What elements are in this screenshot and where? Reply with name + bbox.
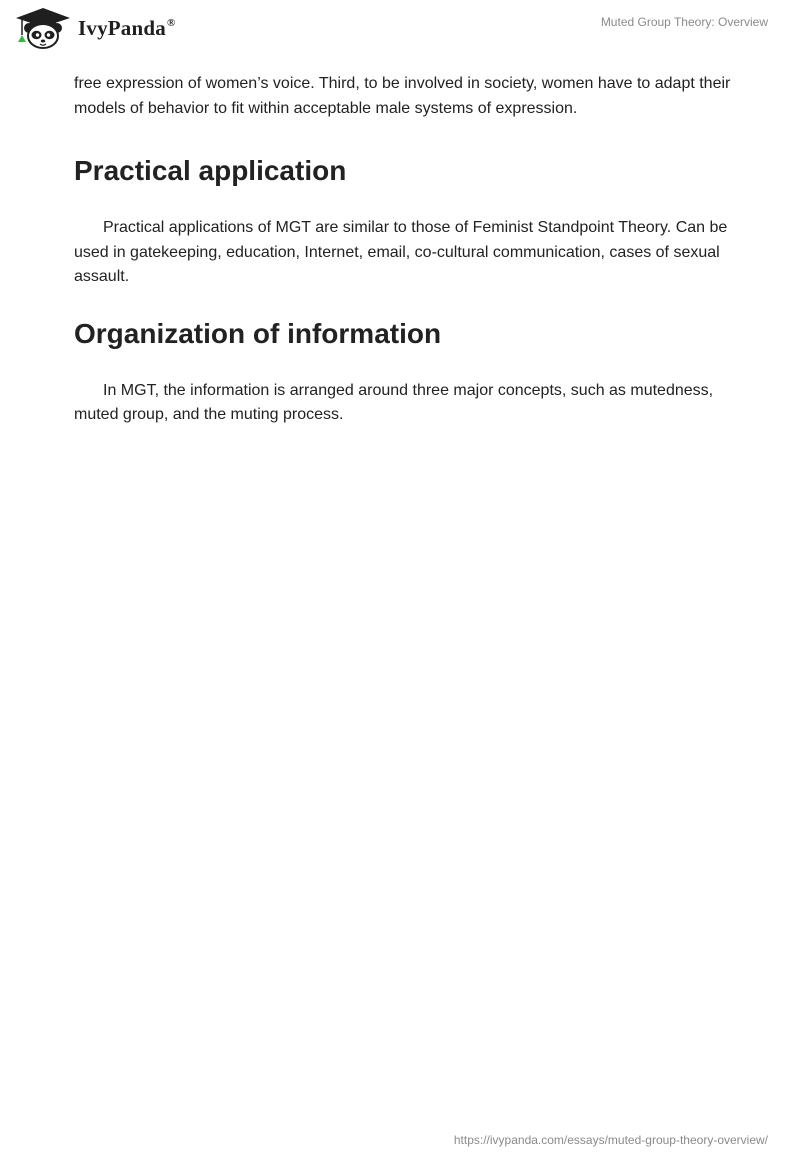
page-header	[0, 0, 800, 70]
panda-graduate-icon	[14, 6, 72, 50]
section-paragraph-practical-application: Practical applications of MGT are similar to those of Feminist Standpoint Theory. Can be used in gatekeeping, education, Internet, email, co-cultural communication, cases of sexual assault.	[74, 219, 728, 285]
section-heading-practical-application: Practical application	[74, 155, 347, 186]
brand-name	[78, 16, 175, 41]
brand-name-text: IvyPanda	[78, 15, 166, 40]
brand-logo[interactable]	[14, 6, 175, 50]
source-url-link[interactable]: https://ivypanda.com/essays/muted-group-theory-overview/	[453, 1133, 768, 1147]
section-paragraph-organization-of-information: In MGT, the information is arranged around three major concepts, such as mutedness, muted group, and the muting process.	[74, 381, 714, 423]
document-title: Muted Group Theory: Overview	[600, 15, 768, 29]
intro-paragraph: free expression of women’s voice. Third, to be involved in society, women have to adapt their models of behavior to fit within acceptable male systems of expression.	[74, 75, 731, 117]
essay-content	[74, 72, 734, 428]
section-heading-organization-of-information: Organization of information	[74, 317, 442, 349]
registered-mark: ®	[166, 16, 176, 29]
